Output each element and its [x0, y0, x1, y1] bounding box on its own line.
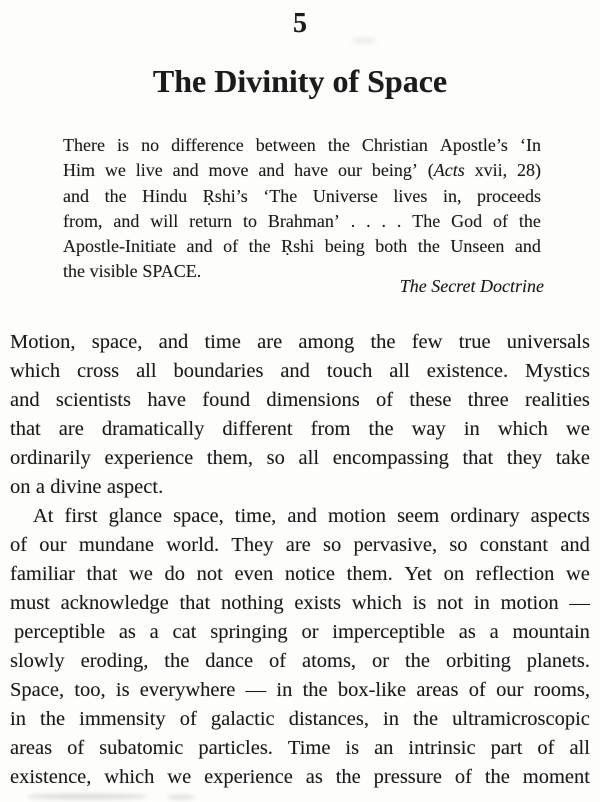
body-line: ordinarily experience them, so all encompassing that they take [10, 447, 590, 469]
body-line: Motion, space, and time are among the few true universals [10, 331, 590, 353]
epigraph-quote [63, 131, 541, 282]
body-line: slowly eroding, the dance of atoms, or the orbiting planets. [10, 650, 590, 672]
epigraph-attribution: The Secret Doctrine [399, 276, 544, 296]
body-line: in the immensity of galactic distances, in the ultramicroscopic [10, 708, 590, 730]
body-line: Space, too, is everywhere — in the box-like areas of our rooms, [10, 679, 590, 701]
epigraph-line: and the Hindu Ṛshi’s ‘The Universe lives in, proceeds [63, 185, 541, 206]
scan-smudge [168, 795, 194, 799]
body-line: areas of subatomic particles. Time is an intrinsic part of all [10, 737, 590, 759]
body-paragraph-2 [10, 499, 590, 789]
epigraph-line: Him we live and move and have our being’ (Acts xvii, 28) [63, 160, 541, 181]
epigraph-line: the visible SPACE. [63, 261, 202, 282]
body-paragraph-1 [10, 325, 590, 499]
body-line: familiar that we do not even notice them. Yet on reflection we [10, 563, 590, 585]
epigraph-line: Apostle-Initiate and of the Ṛshi being both the Unseen and [63, 235, 541, 256]
body-text [10, 325, 590, 789]
body-line: and scientists have found dimensions of these three realities [10, 389, 590, 411]
body-line: existence, which we experience as the pressure of the moment [10, 766, 590, 788]
epigraph-line: There is no difference between the Christian Apostle’s ‘In [63, 135, 541, 156]
body-line: which cross all boundaries and touch all existence. Mystics [10, 360, 590, 382]
body-line: that are dramatically different from the way in which we [10, 418, 590, 440]
body-line: At first glance space, time, and motion seem ordinary aspects [33, 505, 590, 527]
scan-smudge [28, 794, 146, 799]
body-line: on a divine aspect. [10, 476, 164, 498]
body-line: perceptible as a cat springing or imperceptible as a mountain [14, 621, 590, 643]
scan-smudge [352, 37, 376, 44]
chapter-number: 5 [293, 8, 307, 39]
body-line: must acknowledge that nothing exists which is not in motion — [10, 592, 590, 614]
page-title: The Divinity of Space [152, 63, 448, 99]
body-line: of our mundane world. They are so pervasive, so constant and [10, 534, 590, 556]
epigraph-line: from, and will return to Brahman’ . . . . The God of the [63, 210, 541, 231]
